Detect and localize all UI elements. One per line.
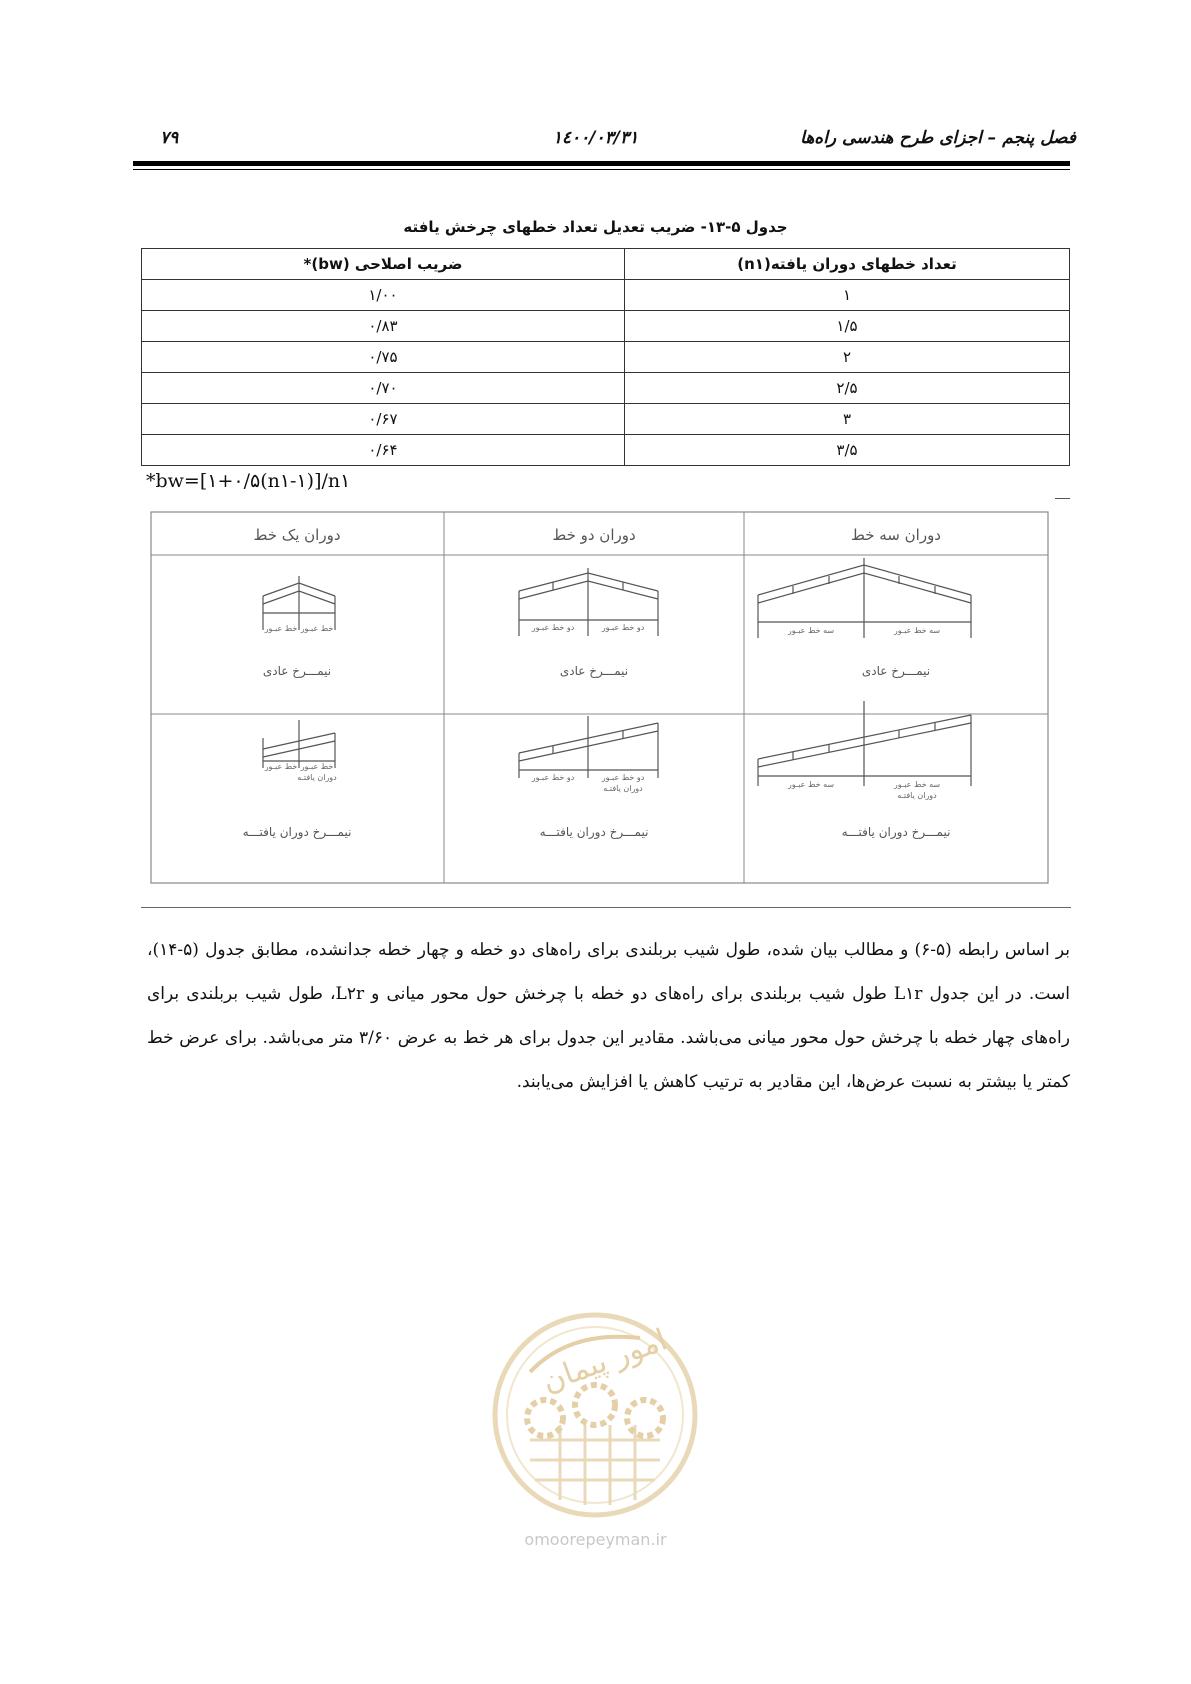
table-header-row bbox=[142, 249, 1070, 280]
normal-profile-label: نیمـــرخ عادی bbox=[861, 664, 931, 678]
dim-label: دو خط عبـور bbox=[601, 773, 645, 782]
rotated-profile-label: نیمـــرخ دوران یافتـــه bbox=[841, 825, 951, 839]
header-rule-thin bbox=[133, 169, 1070, 170]
watermark-site: omoorepeyman.ir bbox=[524, 1530, 667, 1549]
factor-cell: ۰/۷۵ bbox=[142, 342, 625, 373]
body-paragraph: بر اساس رابطه (۵-۶) و مطالب بیان شده، طول شیب بربلندی برای راه‌های دو خطه و چهار خطه جدانشده، مطابق جدول (۵-۱۴)، است. در این جدول L۱r طول شیب بربلندی برای راه‌های دو خطه با چرخش حول محور میانی و L۲r، طول شیب بربلندی برای راه‌های چهار خطه با چرخش حول محور میانی می‌باشد. مقادیر این جدول برای هر خط به عرض ۳/۶۰ متر می‌باشد. برای عرض خط کمتر یا بیشتر به نسبت عرض‌ها، این مقادیر به ترتیب کاهش یا افزایش می‌یابند. bbox=[147, 940, 1070, 1092]
dim-label: سه خط عبـور bbox=[893, 780, 941, 789]
lanes-cell: ۱ bbox=[625, 280, 1070, 311]
factor-cell: ۰/۷۰ bbox=[142, 373, 625, 404]
page-number: ۷۹ bbox=[160, 128, 179, 148]
factor-cell: ۱/۰۰ bbox=[142, 280, 625, 311]
table-row bbox=[142, 342, 1070, 373]
table-row bbox=[142, 280, 1070, 311]
dim-label: خط عبـور bbox=[264, 762, 298, 771]
rotated-profile-label: نیمـــرخ دوران یافتـــه bbox=[242, 825, 352, 839]
lanes-cell: ۲ bbox=[625, 342, 1070, 373]
dim-label: دو خط عبـور bbox=[531, 623, 575, 632]
table-row bbox=[142, 311, 1070, 342]
lanes-cell: ۱/۵ bbox=[625, 311, 1070, 342]
factor-column-header: ضریب اصلاحی (bw)* bbox=[142, 249, 625, 280]
dim-label: سه خط عبـور bbox=[787, 626, 835, 635]
dim-label: دو خط عبـور bbox=[531, 773, 575, 782]
dim-label: دوران یافتـه bbox=[603, 784, 643, 793]
header-rule bbox=[133, 161, 1070, 166]
dim-label: دوران یافتـه bbox=[297, 773, 337, 782]
table-row bbox=[142, 404, 1070, 435]
table-caption: جدول ۵-۱۳- ضریب تعدیل تعداد خطهای چرخش یافته bbox=[403, 218, 788, 236]
dim-label: دوران یافتـه bbox=[897, 791, 937, 800]
dim-label: خط عبـور bbox=[300, 624, 334, 633]
lanes-cell: ۲/۵ bbox=[625, 373, 1070, 404]
dim-label: خط عبـور bbox=[264, 624, 298, 633]
lanes-cell: ۳/۵ bbox=[625, 435, 1070, 466]
table-row bbox=[142, 373, 1070, 404]
dim-label: سه خط عبـور bbox=[893, 626, 941, 635]
cross-section-figure bbox=[141, 498, 1071, 908]
figure-bottom-rule bbox=[141, 907, 1071, 908]
chapter-title: فصل پنجم – اجزای طرح هندسی راه‌ها bbox=[800, 128, 1076, 148]
header-three-lane: دوران سه خط bbox=[850, 526, 942, 544]
watermark-brand: امور پیمان bbox=[537, 1322, 672, 1400]
normal-profile-label: نیمـــرخ عادی bbox=[262, 664, 332, 678]
factor-cell: ۰/۶۷ bbox=[142, 404, 625, 435]
dim-label: سه خط عبـور bbox=[787, 780, 835, 789]
adjustment-factor-table bbox=[141, 248, 1070, 466]
normal-profile-label: نیمـــرخ عادی bbox=[559, 664, 629, 678]
watermark-logo bbox=[490, 1310, 700, 1520]
dim-label: خط عبـور bbox=[300, 762, 334, 771]
header-two-lane: دوران دو خط bbox=[552, 526, 636, 544]
dim-label: دو خط عبـور bbox=[601, 623, 645, 632]
header-date: ۱٤۰۰/۰۳/۳۱ bbox=[552, 128, 639, 148]
rotated-profile-label: نیمـــرخ دوران یافتـــه bbox=[539, 825, 649, 839]
factor-cell: ۰/۸۳ bbox=[142, 311, 625, 342]
table-row bbox=[142, 435, 1070, 466]
lanes-column-header: تعداد خطهای دوران یافته(n۱) bbox=[625, 249, 1070, 280]
table-footnote-formula: *bw=[۱+۰/۵(n۱-۱)]/n۱ bbox=[146, 470, 351, 492]
factor-cell: ۰/۶۴ bbox=[142, 435, 625, 466]
header-one-lane: دوران یک خط bbox=[253, 526, 341, 544]
lanes-cell: ۳ bbox=[625, 404, 1070, 435]
